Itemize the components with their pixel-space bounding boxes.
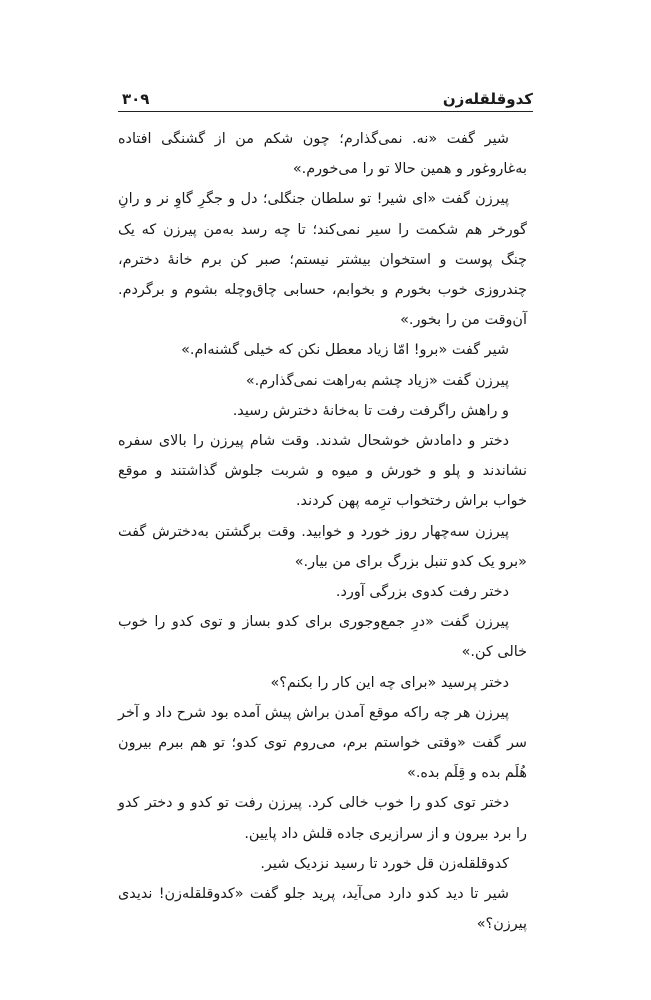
paragraph: پیرزن هر چه راکه موقع آمدن براش پیش آمده بود شرح داد و آخر سر گفت «وقتی خواستم برم، می‌روم توی کدو؛ تو هم ببرم بیرون هُلَم بده و قِلَم بده.» (118, 704, 527, 782)
paragraph: پیرزن گفت «درِ جمع‌وجوری برای کدو بساز و توی کدو را خوب خالی کن.» (118, 614, 527, 661)
paragraph: شیر تا دید کدو دارد می‌آید، پرید جلو گفت «کدوقلقله‌زن! ندیدی پیرزن؟» (118, 886, 527, 933)
paragraph: پیرزن سه‌چهار روز خورد و خوابید. وقت برگشتن به‌دخترش گفت «برو یک کدو تنبل بزرگ برای من بیار.» (118, 523, 527, 570)
paragraph: شیر گفت «نه. نمی‌گذارم؛ چون شکم من از گشنگی افتاده به‌غاروغور و همین حالا تو را می‌خورم.» (118, 131, 527, 178)
paragraph: دختر توی کدو را خوب خالی کرد. پیرزن رفت تو کدو و دختر کدو را برد بیرون و از سرازیری جاده قلش داد پایین. (118, 795, 527, 842)
running-header (122, 80, 533, 108)
paragraph: و راهش راگرفت رفت تا به‌خانهٔ دخترش رسید. (232, 402, 509, 419)
paragraph: پیرزن گفت «زیاد چشم به‌راهت نمی‌گذارم.» (245, 372, 509, 389)
paragraph: دختر رفت کدوی بزرگی آورد. (335, 584, 509, 601)
paragraph: دختر و دامادش خوشحال شدند. وقت شام پیرزن را بالای سفره نشاندند و پلو و خورش و میوه و شربت جلوش گذاشتند و موقع خواب براش رختخواب ترِمه پهن کردند. (118, 433, 527, 510)
header-title: کدوقلقله‌زن (442, 90, 533, 108)
page-number: ۳۰۹ (122, 90, 150, 108)
story-text (118, 124, 527, 939)
paragraph: کدوقلقله‌زن قل خورد تا رسید نزدیک شیر. (260, 855, 509, 872)
paragraph: دختر پرسید «برای چه این کار را بکنم؟» (270, 674, 509, 691)
header-rule (118, 111, 533, 112)
paragraph: پیرزن گفت «ای شیر! تو سلطان جنگلی؛ دل و جگرِ گاوِ نر و رانِ گورخر هم شکمت را سیر نمی‌کند؛ تا چه رسد به‌من پیرزن که یک چنگ پوست و استخوان بیشتر نیستم؛ صبر کن برم خانهٔ دخترم، چندروزی خوب بخورم و بخوابم، حسابی چاق‌وچله بشوم و برگردم. آن‌وقت من را بخور.» (118, 191, 527, 329)
paragraph: شیر گفت «برو! امّا زیاد معطل نکن که خیلی گشنه‌ام.» (181, 342, 509, 359)
